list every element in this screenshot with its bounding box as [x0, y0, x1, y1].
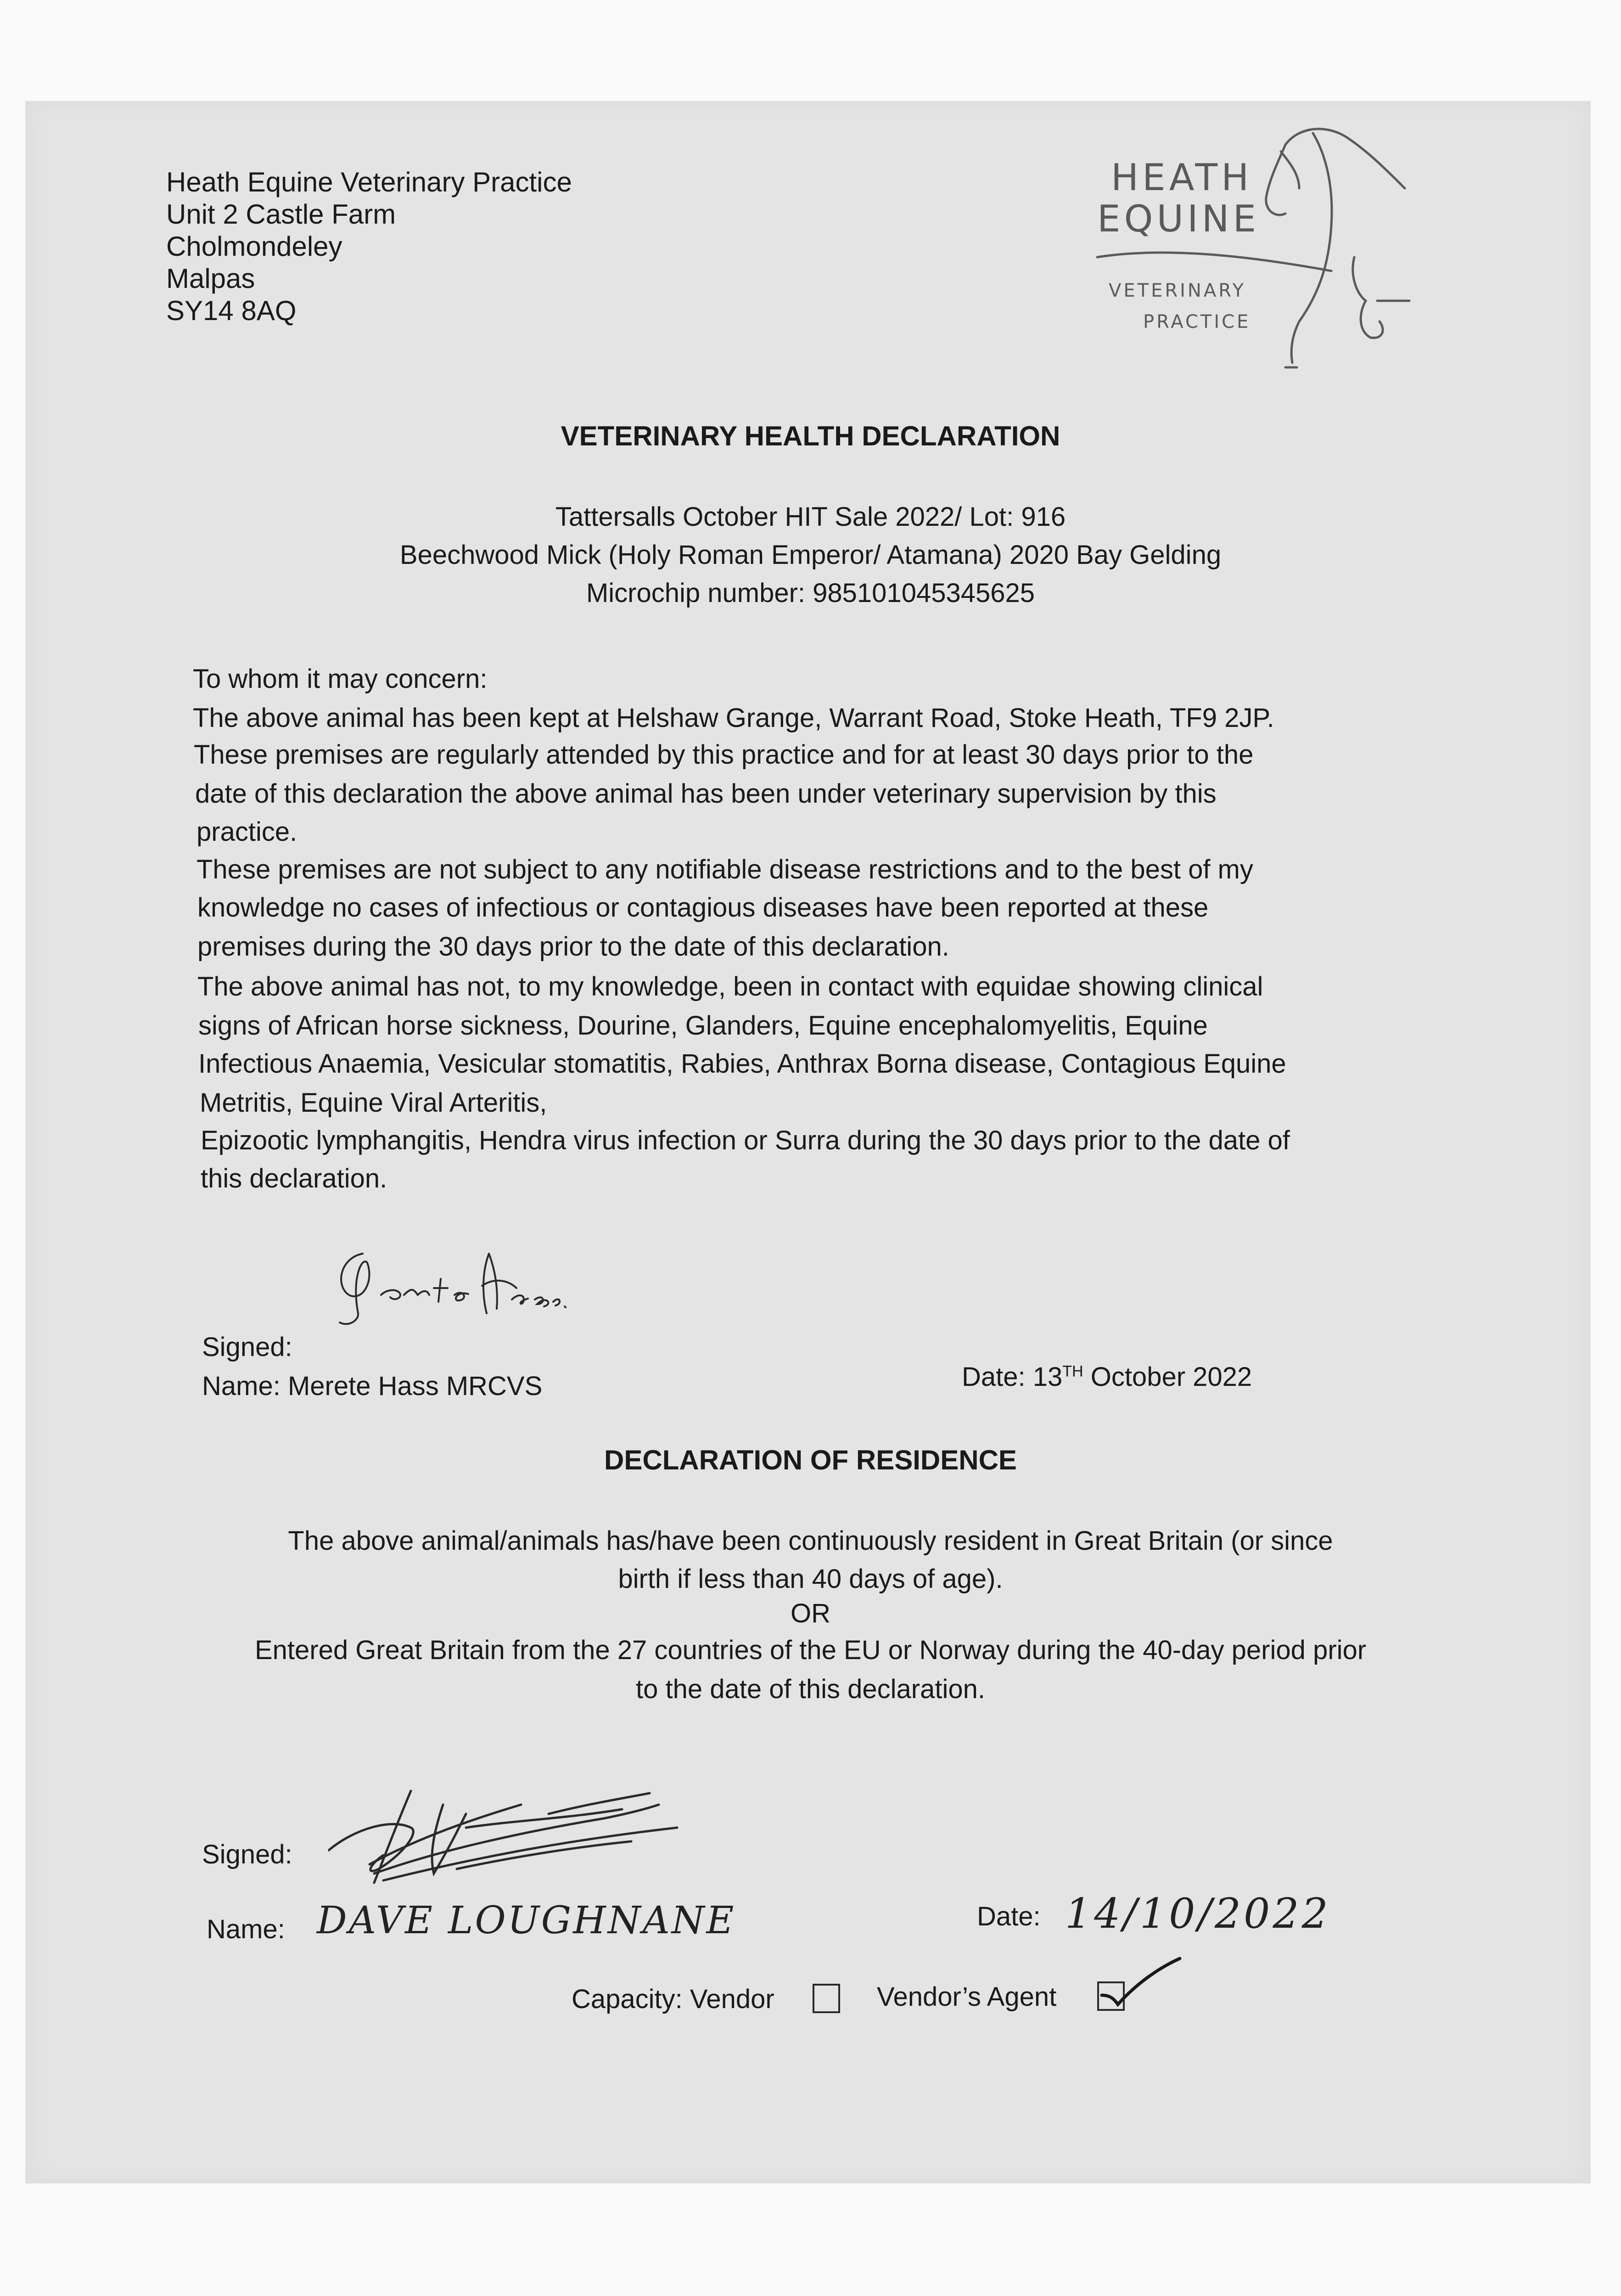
agent-signed-label: Signed: — [202, 1840, 292, 1869]
residence-title: DECLARATION OF RESIDENCE — [604, 1445, 1017, 1475]
residence-or: OR — [791, 1598, 830, 1628]
vet-date-line — [962, 1362, 1252, 1392]
body-line: The above animal has not, to my knowledge, been in contact with equidae showing clinical — [197, 972, 1263, 1002]
agent-date-label: Date: — [977, 1902, 1041, 1931]
residence-line: Entered Great Britain from the 27 countries of the EU or Norway during the 40-day period prior — [254, 1635, 1367, 1665]
body-line: Epizootic lymphangitis, Hendra virus infection or Surra during the 30 days prior to the date of — [201, 1125, 1290, 1155]
logo-practice-text: PRACTICE — [1143, 311, 1251, 332]
address-line-3: Cholmondeley — [166, 231, 342, 262]
vet-date-rest: October 2022 — [1083, 1362, 1252, 1392]
vendor-checkbox[interactable] — [813, 1984, 840, 2013]
vet-signature — [331, 1244, 588, 1336]
body-line: knowledge no cases of infectious or contagious diseases have been reported at these — [197, 893, 1209, 923]
address-line-2: Unit 2 Castle Farm — [166, 199, 396, 230]
address-line-5: SY14 8AQ — [166, 295, 297, 326]
practice-logo — [1083, 119, 1442, 377]
logo-veterinary-text: VETERINARY — [1109, 280, 1246, 301]
body-line: Infectious Anaemia, Vesicular stomatitis, Rabies, Anthrax Borna disease, Contagious Equine — [198, 1049, 1286, 1079]
body-line: These premises are not subject to any notifiable disease restrictions and to the best of my — [196, 855, 1253, 884]
residence-line: The above animal/animals has/have been continuously resident in Great Britain (or since — [288, 1526, 1333, 1556]
vet-name-line: Name: Merete Hass MRCVS — [202, 1371, 543, 1401]
vet-date-label: Date: 13 — [962, 1362, 1063, 1392]
body-line: practice. — [196, 817, 297, 847]
body-line: These premises are regularly attended by this practice and for at least 30 days prior to the — [194, 740, 1254, 770]
agent-signature — [328, 1777, 718, 1896]
body-line: premises during the 30 days prior to the date of this declaration. — [197, 932, 949, 962]
sale-line: Tattersalls October HIT Sale 2022/ Lot: 916 — [555, 502, 1066, 532]
vendors-agent-label: Vendor’s Agent — [877, 1982, 1057, 2012]
body-line: The above animal has been kept at Helshaw Grange, Warrant Road, Stoke Heath, TF9 2JP. — [193, 703, 1274, 733]
logo-equine-text: EQUINE — [1097, 197, 1260, 240]
agent-name-label: Name: — [207, 1914, 285, 1944]
body-line: Metritis, Equine Viral Arteritis, — [200, 1088, 547, 1118]
body-line: To whom it may concern: — [193, 664, 488, 694]
agent-date-value: 14/10/2022 — [1065, 1890, 1331, 1938]
vet-signed-label: Signed: — [202, 1332, 292, 1362]
health-declaration-title: VETERINARY HEALTH DECLARATION — [561, 421, 1060, 451]
residence-line: birth if less than 40 days of age). — [618, 1564, 1003, 1594]
residence-line: to the date of this declaration. — [636, 1674, 985, 1704]
horse-head-icon — [1083, 119, 1442, 377]
practice-address — [166, 166, 809, 332]
vet-date-sup: TH — [1062, 1362, 1083, 1380]
agent-name-value: DAVE LOUGHNANE — [317, 1899, 736, 1942]
address-line-4: Malpas — [166, 263, 255, 294]
body-line: this declaration. — [201, 1164, 387, 1193]
horse-line: Beechwood Mick (Holy Roman Emperor/ Atamana) 2020 Bay Gelding — [399, 540, 1222, 570]
body-line: date of this declaration the above animal has been under veterinary supervision by this — [195, 779, 1217, 809]
microchip-line: Microchip number: 985101045345625 — [586, 578, 1035, 608]
body-line: signs of African horse sickness, Dourine, Glanders, Equine encephalomyelitis, Equine — [198, 1011, 1208, 1041]
capacity-vendor-label: Capacity: Vendor — [572, 1984, 774, 2014]
logo-heath-text: HEATH — [1111, 156, 1253, 199]
address-line-1: Heath Equine Veterinary Practice — [166, 167, 572, 197]
checkmark-icon — [1095, 1952, 1187, 2016]
